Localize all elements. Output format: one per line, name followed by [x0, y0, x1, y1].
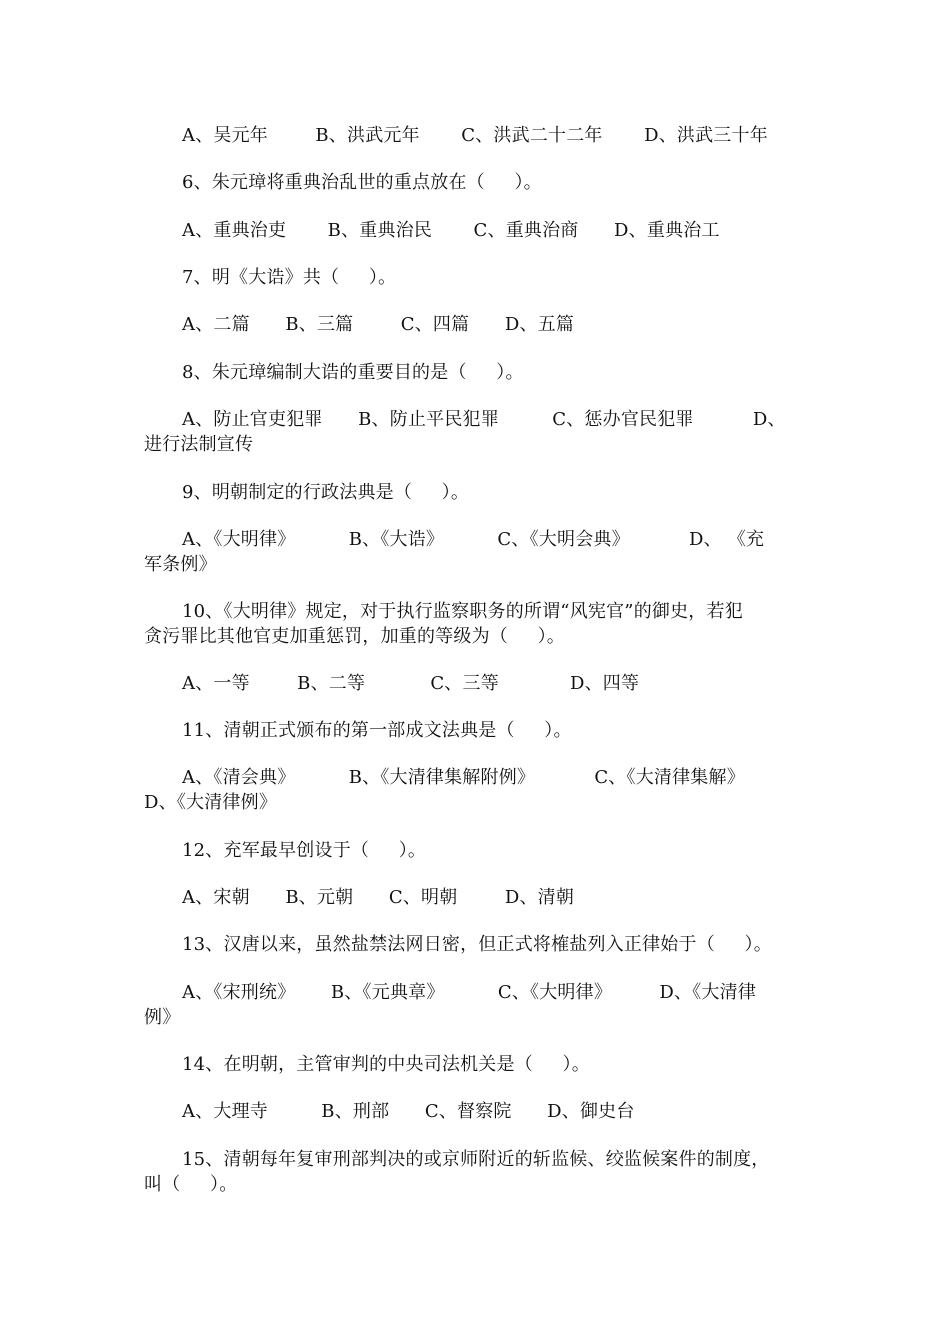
- q9-options: A、《大明律》 B、《大诰》 C、《大明会典》 D、 《充: [182, 529, 765, 550]
- q5-options: A、吴元年 B、洪武元年 C、洪武二十二年 D、洪武三十年: [182, 125, 768, 146]
- q15-question: 15、清朝每年复审刑部判决的或京师附近的斩监候、绞监候案件的制度，: [182, 1149, 770, 1170]
- q10-options: A、一等 B、二等 C、三等 D、四等: [182, 673, 640, 694]
- q11-options: A、《清会典》 B、《大清律集解附例》 C、《大清律集解》: [182, 767, 745, 788]
- q14-question: 14、在明朝，主管审判的中央司法机关是（ ）。: [182, 1054, 590, 1075]
- q9-question: 9、明朝制定的行政法典是（ ）。: [182, 482, 470, 503]
- q7-options: A、二篇 B、三篇 C、四篇 D、五篇: [182, 314, 575, 335]
- q8-options: A、防止官吏犯罪 B、防止平民犯罪 C、惩办官民犯罪 D、: [182, 409, 786, 430]
- q10-question-continued: 贪污罪比其他官吏加重惩罚，加重的等级为（ ）。: [144, 626, 566, 647]
- q11-question: 11、清朝正式颁布的第一部成文法典是（ ）。: [182, 720, 572, 741]
- q13-options: A、《宋刑统》 B、《元典章》 C、《大明律》 D、《大清律: [182, 982, 757, 1003]
- q7-question: 7、明《大诰》共（ ）。: [182, 267, 397, 288]
- q11-options-continued: D、《大清律例》: [144, 792, 278, 813]
- q8-question: 8、朱元璋编制大诰的重要目的是（ ）。: [182, 362, 524, 383]
- q8-options-continued: 进行法制宣传: [144, 434, 254, 455]
- q9-options-continued: 军条例》: [144, 554, 217, 575]
- q12-question: 12、充军最早创设于（ ）。: [182, 840, 427, 861]
- q15-question-continued: 叫（ ）。: [144, 1174, 238, 1195]
- q13-question: 13、汉唐以来，虽然盐禁法网日密，但正式将榷盐列入正律始于（ ）。: [182, 934, 772, 955]
- q14-options: A、大理寺 B、刑部 C、督察院 D、御史台: [182, 1101, 635, 1122]
- q10-question: 10、《大明律》规定，对于执行监察职务的所谓“风宪官”的御史，若犯: [182, 601, 743, 622]
- q12-options: A、宋朝 B、元朝 C、明朝 D、清朝: [182, 887, 575, 908]
- q6-question: 6、朱元璋将重典治乱世的重点放在（ ）。: [182, 172, 542, 193]
- q13-options-continued: 例》: [144, 1007, 181, 1028]
- q6-options: A、重典治吏 B、重典治民 C、重典治商 D、重典治工: [182, 220, 720, 241]
